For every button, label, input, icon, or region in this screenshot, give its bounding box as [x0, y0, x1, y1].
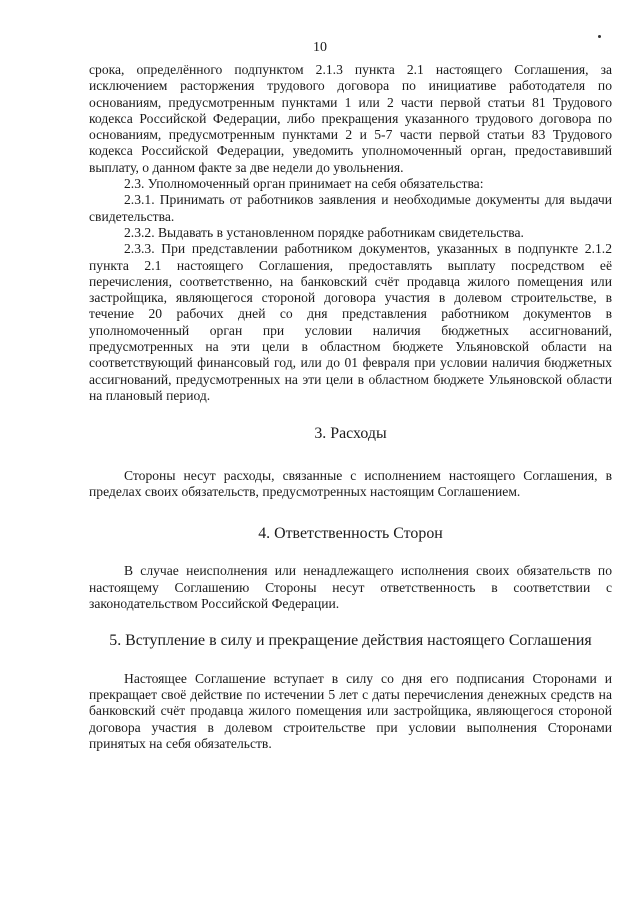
paragraph-2-3: 2.3. Уполномоченный орган принимает на себя обязательства:	[124, 176, 484, 192]
paragraph-2-3-2: 2.3.2. Выдавать в установленном порядке работникам свидетельства.	[124, 224, 524, 240]
paragraph-continuation: срока, определённого подпунктом 2.1.3 пункта 2.1 настоящего Соглашения, за исключением расторжения трудового договора по инициативе работодателя по основаниям, предусмотренным пунктами 1 или 2 части первой статьи 81 Трудового кодекса Российской Федерации, либо прекращения указанного трудового договора по основаниям, предусмотренным пунктами 2 и 5-7 части первой статьи 83 Трудового кодекса Российской Федерации, уведомить уполномоченный орган, предоставивший выплату, о данном факте за две недели до увольнения.	[89, 62, 612, 175]
paragraph-4: В случае неисполнения или ненадлежащего исполнения своих обязательств по настоящему Соглашению Стороны несут ответственность в соответствии с законодательством Российской Федерации.	[89, 563, 612, 612]
section-heading-3: 3. Расходы	[314, 425, 387, 443]
paragraph-5: Настоящее Соглашение вступает в силу со дня его подписания Сторонами и прекращает своё действие по истечении 5 лет с даты перечисления денежных средств на банковский счёт продавца жилого помещения или застройщика, являющегося стороной договора участия в долевом строительстве при условии выполнения Сторонами принятых на себя обязательств.	[89, 670, 612, 751]
section-heading-5: 5. Вступление в силу и прекращение действия настоящего Соглашения	[109, 632, 592, 650]
scan-speck	[598, 35, 601, 38]
paragraph-3: Стороны несут расходы, связанные с исполнением настоящего Соглашения, в пределах своих обязательств, предусмотренных настоящим Соглашением.	[89, 467, 612, 499]
section-heading-4: 4. Ответственность Сторон	[258, 525, 443, 543]
paragraph-2-3-1: 2.3.1. Принимать от работников заявления и необходимые документы для выдачи свидетельства.	[89, 192, 612, 224]
paragraph-2-3-3: 2.3.3. При представлении работником документов, указанных в подпункте 2.1.2 пункта 2.1 настоящего Соглашения, предоставлять выплату посредством её перечисления, соответственно, на банковский счёт продавца жилого помещения или застройщика, являющегося стороной договора участия в долевом строительстве, в течение 20 рабочих дней со дня представления работником документов в уполномоченный орган при условии наличия бюджетных ассигнований, предусмотренных на эти цели в областном бюджете Ульяновской области на соответствующий финансовый год, или до 01 февраля при условии наличия бюджетных ассигнований, предусмотренных на эти цели в областном бюджете Ульяновской области на плановый период.	[89, 241, 612, 403]
page-number: 10	[313, 40, 327, 55]
document-body	[89, 62, 612, 752]
